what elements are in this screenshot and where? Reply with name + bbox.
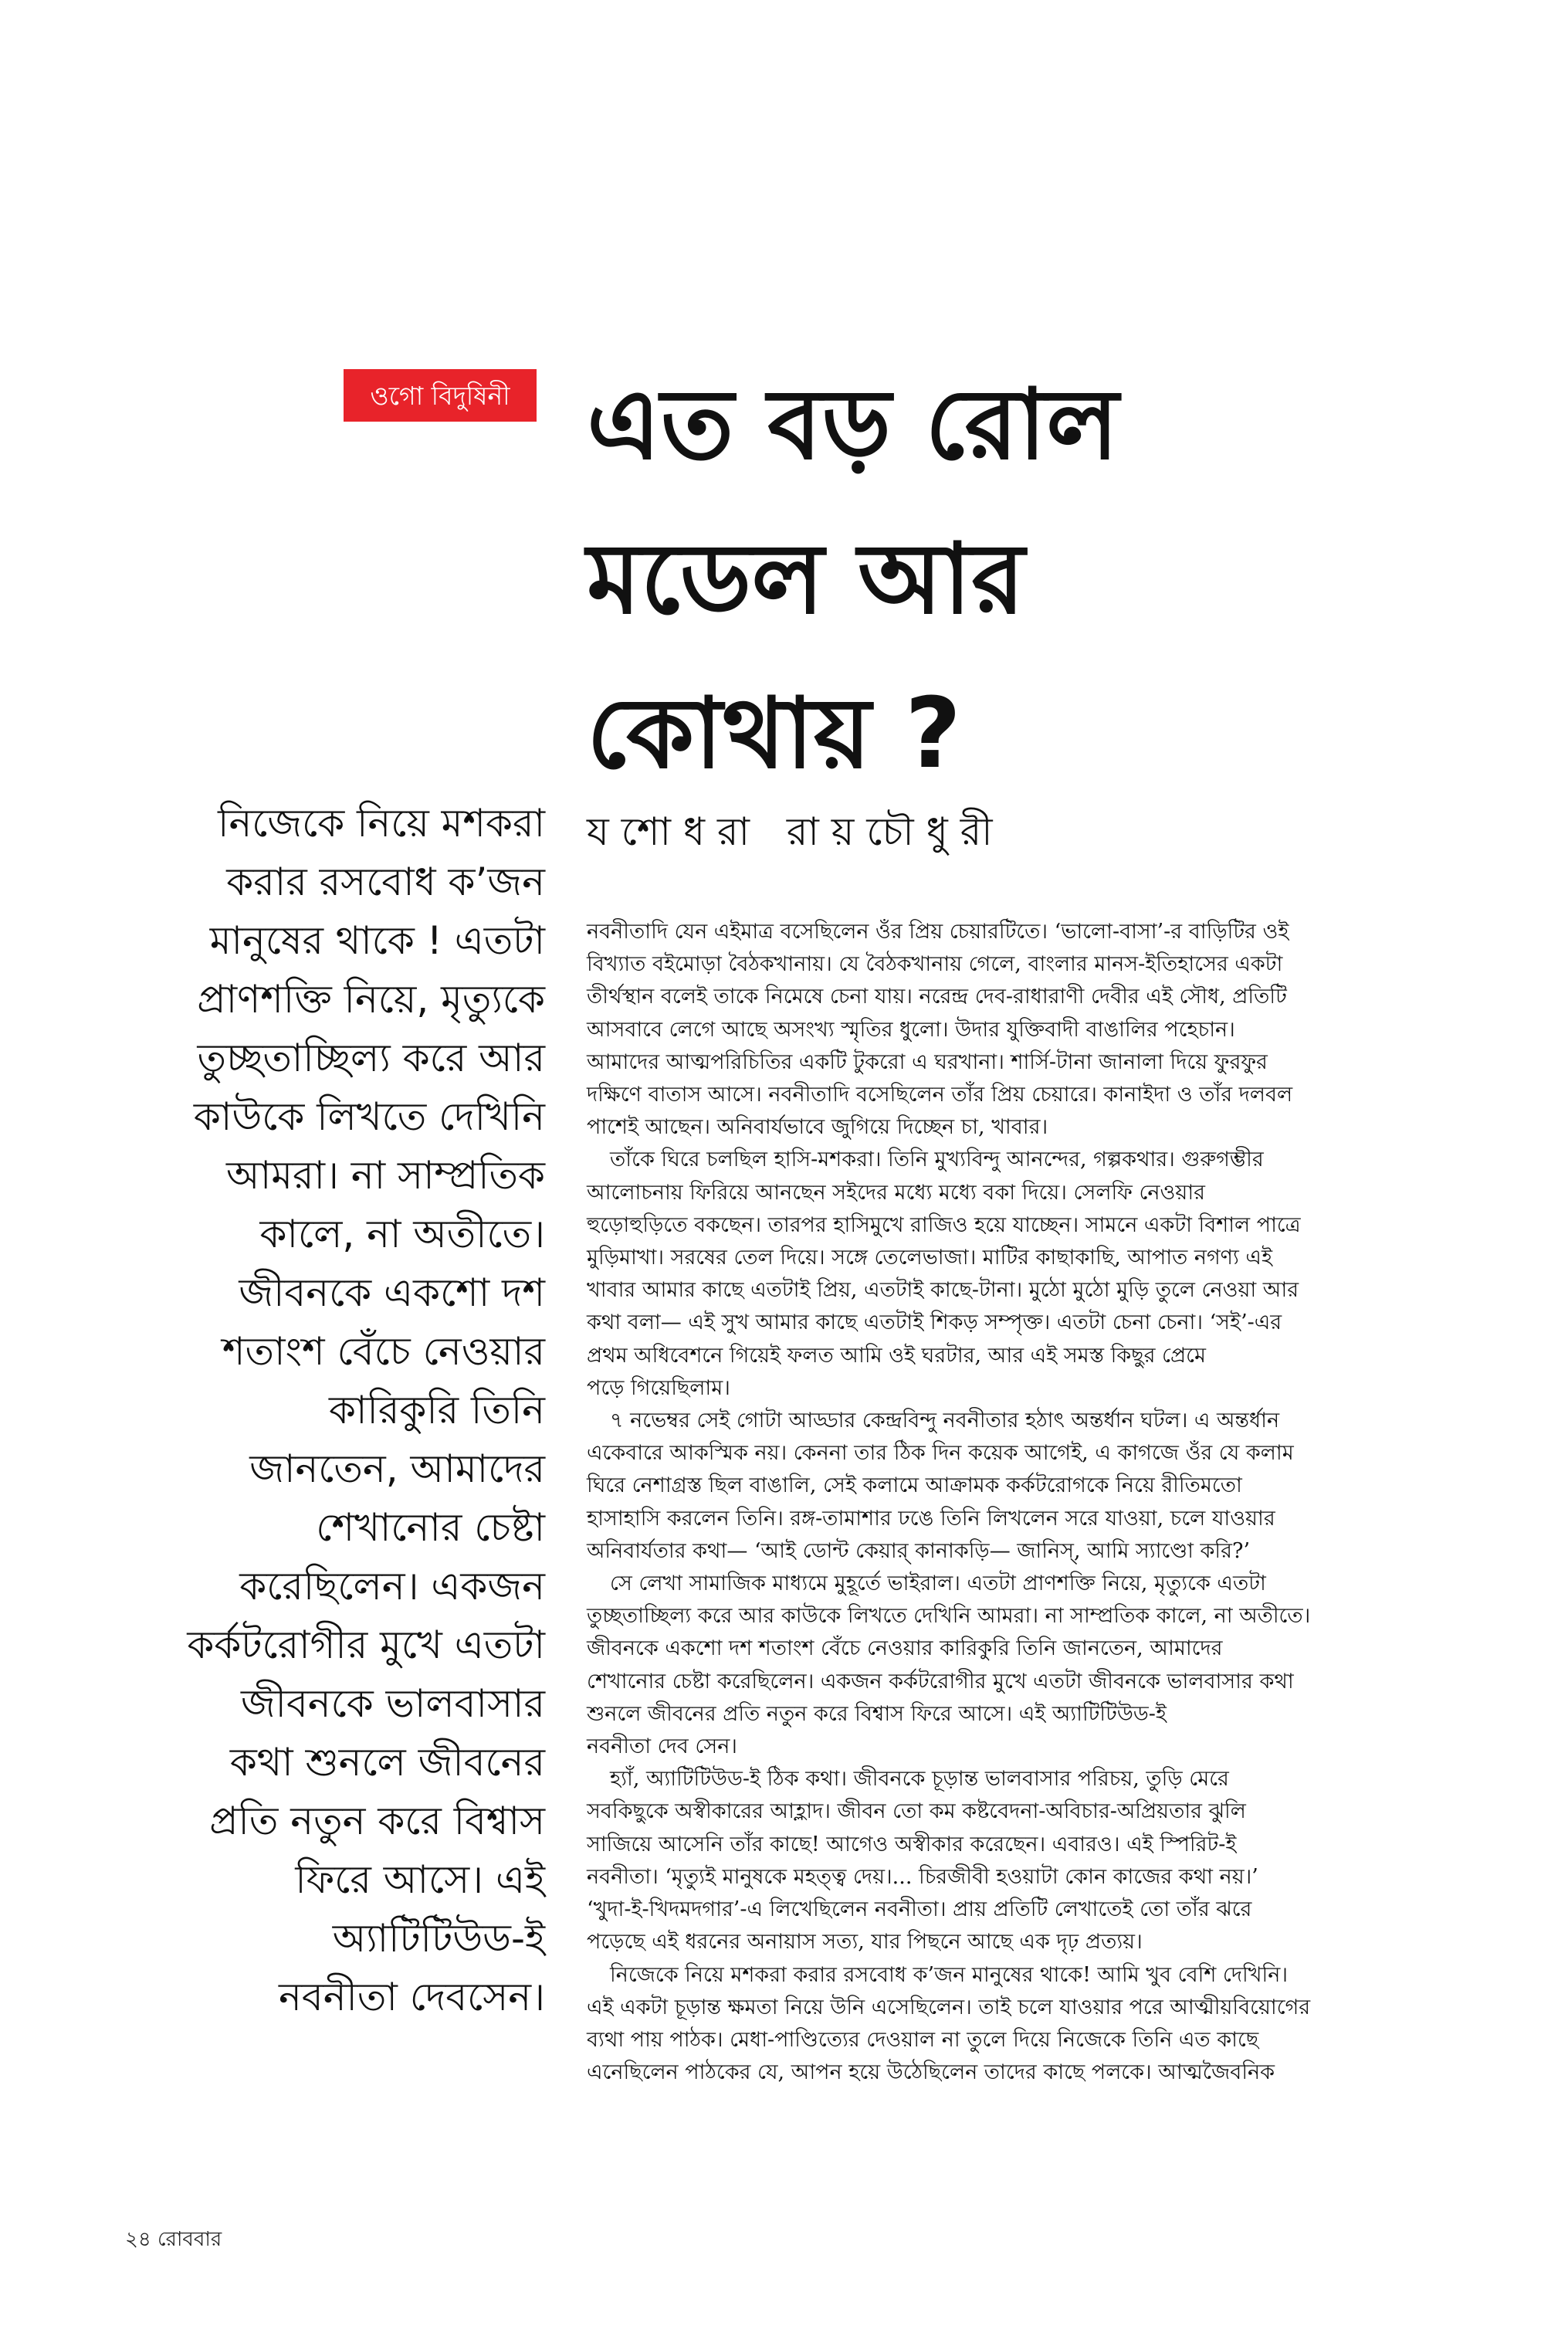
- body-line: ৭ নভেম্বর সেই গোটা আড্ডার কেন্দ্রবিন্দু নবনীতার হঠাৎ অন্তর্ধান ঘটল। এ অন্তর্ধান: [610, 1409, 1280, 1433]
- body-line: নবনীতাদি যেন এইমাত্র বসেছিলেন ওঁর প্রিয় চেয়ারটিতে। ‘ভালো-বাসা’-র বাড়িটির ওই: [587, 920, 1289, 944]
- body-line: ‘খুদা-ই-খিদমদগার’-এ লিখেছিলেন নবনীতা। প্রায় প্রতিটি লেখাতেই তো তাঁর ঝরে: [587, 1897, 1252, 1922]
- title-line: কোথায় ?: [587, 676, 962, 790]
- body-line: এনেছিলেন পাঠকের যে, আপন হয়ে উঠেছিলেন তাদের কাছে পলকে। আত্মজৈবনিক: [587, 2060, 1275, 2085]
- pull-quote-line: মানুষের থাকে ! এতটা: [209, 918, 545, 963]
- pull-quote-line: করার রসবোধ ক’জন: [226, 860, 545, 904]
- pull-quote-line: নিজেকে নিয়ে মশকরা: [218, 801, 545, 846]
- pull-quote-line: আমরা। না সাম্প্রতিক: [225, 1153, 545, 1198]
- body-line: আলোচনায় ফিরিয়ে আনছেন সইদের মধ্যে মধ্যে বকা দিয়ে। সেলফি নেওয়ার: [587, 1180, 1206, 1205]
- pull-quote-line: প্রাণশক্তি নিয়ে, মৃত্যুকে: [197, 977, 545, 1022]
- body-line: তাঁকে ঘিরে চলছিল হাসি-মশকরা। তিনি মুখ্যবিন্দু আনন্দের, গল্পকথার। গুরুগম্ভীর: [610, 1148, 1264, 1172]
- section-tag: [344, 369, 537, 422]
- section-tag-label: ওগো বিদুষিনী: [370, 380, 510, 411]
- pull-quote-line: কর্কটরোগীর মুখে এতটা: [187, 1622, 545, 1667]
- pull-quote-line: ফিরে আসে। এই: [295, 1857, 545, 1902]
- body-line: ঘিরে নেশাগ্রস্ত ছিল বাঙালি, সেই কলামে আক্রামক কর্কটরোগকে নিয়ে রীতিমতো: [587, 1473, 1242, 1498]
- pull-quote-line: কালে, না অতীতে।: [259, 1212, 545, 1256]
- article-title: [587, 348, 1282, 811]
- body-line: কথা বলা— এই সুখ আমার কাছে এতটাই শিকড় সম্পৃক্ত। এতটা চেনা চেনা। ‘সই’-এর: [587, 1310, 1282, 1335]
- pull-quote-line: জীবনকে একশো দশ: [239, 1270, 545, 1315]
- pull-quote: [145, 794, 545, 2026]
- pull-quote-line: জানতেন, আমাদের: [249, 1446, 545, 1491]
- body-line: একেবারে আকস্মিক নয়। কেননা তার ঠিক দিন কয়েক আগেই, এ কাগজে ওঁর যে কলাম: [587, 1441, 1294, 1466]
- body-line: আসবাবে লেগে আছে অসংখ্য স্মৃতির ধুলো। উদার যুক্তিবাদী বাঙালির পহেচান।: [587, 1017, 1235, 1042]
- body-line: পড়েছে এই ধরনের অনায়াস সত্য, যার পিছনে আছে এক দৃঢ় প্রত্যয়।: [587, 1930, 1143, 1955]
- pull-quote-line: প্রতি নতুন করে বিশ্বাস: [209, 1799, 545, 1843]
- pull-quote-line: শেখানোর চেষ্টা: [316, 1505, 545, 1550]
- body-line: হ্যাঁ, অ্যাটিটিউড-ই ঠিক কথা। জীবনকে চূড়ান্ত ভালবাসার পরিচয়, তুড়ি মেরে: [610, 1767, 1229, 1792]
- body-line: নবনীতা দেব সেন।: [587, 1734, 737, 1759]
- body-line: শুনলে জীবনের প্রতি নতুন করে বিশ্বাস ফিরে আসে। এই অ্যাটিটিউড-ই: [587, 1701, 1167, 1726]
- body-line: প্রথম অধিবেশনে গিয়েই ফলত আমি ওই ঘরটার, আর এই সমস্ত কিছুর প্রেমে: [587, 1343, 1207, 1368]
- body-line: তুচ্ছতাচ্ছিল্য করে আর কাউকে লিখতে দেখিনি আমরা। না সাম্প্রতিক কালে, না অতীতে।: [587, 1604, 1311, 1629]
- body-line: নিজেকে নিয়ে মশকরা করার রসবোধ ক’জন মানুষের থাকে! আমি খুব বেশি দেখিনি।: [610, 1962, 1288, 1987]
- body-line: পাশেই আছেন। অনিবার্যভাবে জুগিয়ে দিচ্ছেন চা, খাবার।: [587, 1115, 1048, 1140]
- body-line: শেখানোর চেষ্টা করেছিলেন। একজন কর্কটরোগীর মুখে এতটা জীবনকে ভালবাসার কথা: [587, 1669, 1294, 1694]
- title-line: মডেল আর: [587, 522, 1025, 636]
- pull-quote-line: কাউকে লিখতে দেখিনি: [193, 1094, 545, 1139]
- article-body: [587, 916, 1444, 2089]
- body-line: হাসাহাসি করলেন তিনি। রঙ্গ-তামাশার ঢঙে তিনি লিখলেন সরে যাওয়া, চলে যাওয়ার: [587, 1506, 1275, 1531]
- body-line: অনিবার্যতার কথা— ‘আই ডোন্ট কেয়ার্ কানাকড়ি— জানিস্, আমি স্যাণ্ডো করি?’: [587, 1538, 1251, 1563]
- title-line: এত বড় রোল: [587, 368, 1119, 481]
- body-line: আমাদের আত্মপরিচিতির একটি টুকরো এ ঘরখানা। শার্সি-টানা জানালা দিয়ে ফুরফুর: [587, 1049, 1268, 1074]
- pull-quote-line: নবনীতা দেবসেন।: [279, 1975, 545, 2019]
- pull-quote-line: শতাংশ বেঁচে নেওয়ার: [222, 1329, 545, 1374]
- pull-quote-line: তুচ্ছতাচ্ছিল্য করে আর: [197, 1036, 545, 1080]
- body-line: নবনীতা। ‘মৃত্যুই মানুষকে মহত্ত্ব দেয়।... চিরজীবী হওয়াটা কোন কাজের কথা নয়।’: [587, 1864, 1258, 1889]
- pull-quote-line: জীবনকে ভালবাসার: [240, 1681, 545, 1726]
- body-line: বিখ্যাত বইমোড়া বৈঠকখানায়। যে বৈঠকখানায় গেলে, বাংলার মানস-ইতিহাসের একটা: [587, 952, 1283, 977]
- body-line: মুড়িমাখা। সরষের তেল দিয়ে। সঙ্গে তেলেভাজা। মাটির কাছাকাছি, আপাত নগণ্য এই: [587, 1246, 1273, 1270]
- page-folio: ২৪ রোববার: [125, 2228, 222, 2251]
- body-line: খাবার আমার কাছে এতটাই প্রিয়, এতটাই কাছে-টানা। মুঠো মুঠো মুড়ি তুলে নেওয়া আর: [587, 1278, 1299, 1303]
- pull-quote-line: করেছিলেন। একজন: [239, 1564, 545, 1609]
- body-line: তীর্থস্থান বলেই তাকে নিমেষে চেনা যায়। নরেন্দ্র দেব-রাধারাণী দেবীর এই সৌধ, প্রতিটি: [587, 985, 1287, 1009]
- pull-quote-line: কথা শুনলে জীবনের: [229, 1740, 545, 1785]
- body-line: এই একটা চূড়ান্ত ক্ষমতা নিয়ে উনি এসেছিলেন। তাই চলে যাওয়ার পরে আত্মীয়বিয়োগের: [587, 1995, 1311, 2019]
- pull-quote-line: কারিকুরি তিনি: [329, 1388, 545, 1433]
- body-line: সবকিছুকে অস্বীকারের আহ্লাদ। জীবন তো কম কষ্টবেদনা-অবিচার-অপ্রিয়তার ঝুলি: [587, 1799, 1246, 1824]
- body-line: দক্ষিণে বাতাস আসে। নবনীতাদি বসেছিলেন তাঁর প্রিয় চেয়ারে। কানাইদা ও তাঁর দলবল: [587, 1083, 1293, 1107]
- byline: যশোধরা রায়চৌধুরী: [587, 809, 1005, 854]
- pull-quote-line: অ্যাটিটিউড-ই: [332, 1916, 545, 1961]
- body-line: হুড়োহুড়িতে বকছেন। তারপর হাসিমুখে রাজিও হয়ে যাচ্ছেন। সামনে একটা বিশাল পাত্রে: [587, 1212, 1301, 1237]
- body-line: সাজিয়ে আসেনি তাঁর কাছে! আগেও অস্বীকার করেছেন। এবারও। এই স্পিরিট-ই: [587, 1832, 1237, 1856]
- body-line: জীবনকে একশো দশ শতাংশ বেঁচে নেওয়ার কারিকুরি তিনি জানতেন, আমাদের: [587, 1636, 1223, 1661]
- body-line: পড়ে গিয়েছিলাম।: [587, 1375, 730, 1400]
- body-line: ব্যথা পায় পাঠক। মেধা-পাণ্ডিত্যের দেওয়াল না তুলে দিয়ে নিজেকে তিনি এত কাছে: [587, 2027, 1259, 2052]
- body-line: সে লেখা সামাজিক মাধ্যমে মুহূর্তে ভাইরাল। এতটা প্রাণশক্তি নিয়ে, মৃত্যুকে এতটা: [610, 1572, 1266, 1596]
